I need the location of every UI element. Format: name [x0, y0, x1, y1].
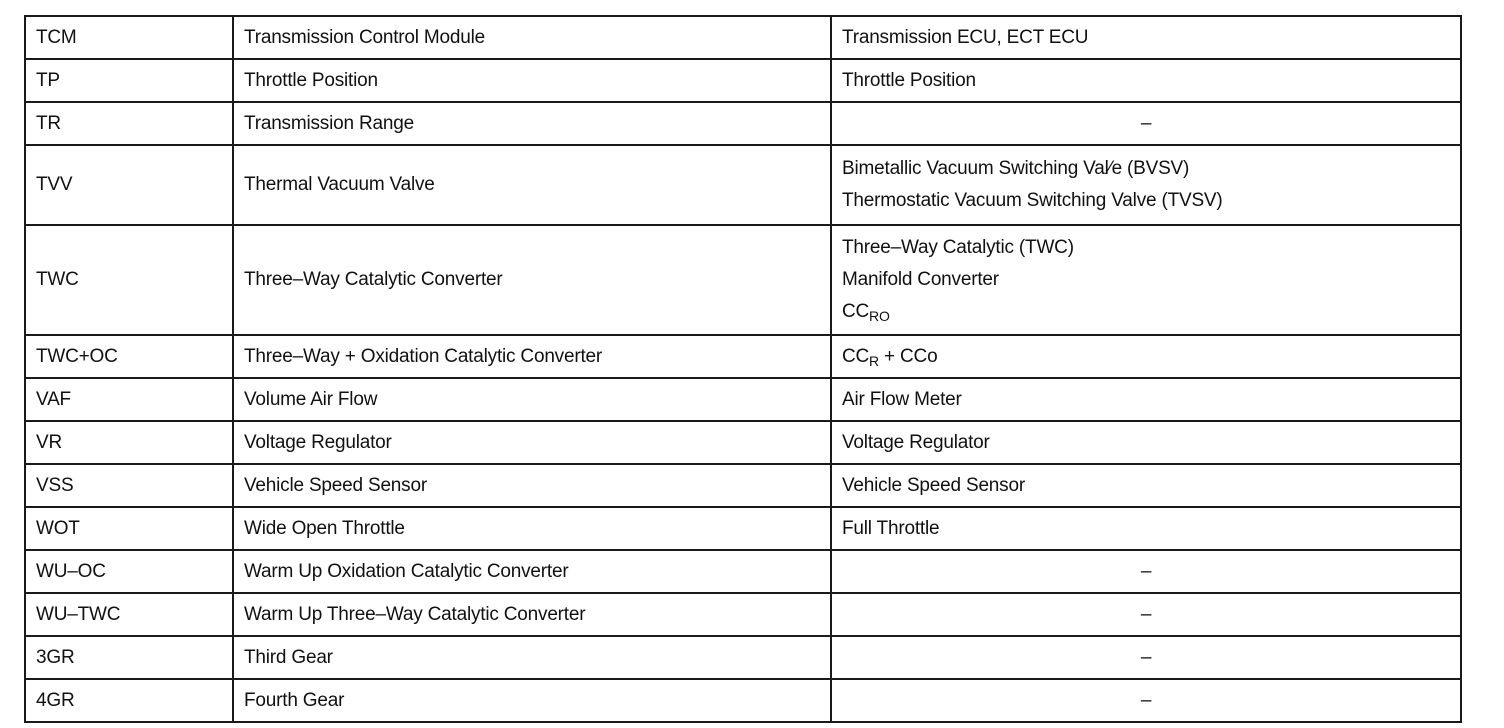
term-cell: Vehicle Speed Sensor	[233, 464, 831, 507]
term-cell: Third Gear	[233, 636, 831, 679]
table-row	[25, 102, 1461, 145]
abbr-cell: WU–OC	[25, 550, 233, 593]
abbr-cell: TWC	[25, 225, 233, 335]
table-row	[25, 145, 1461, 225]
table-row	[25, 378, 1461, 421]
toyota-term-cell: Transmission ECU, ECT ECU	[831, 16, 1461, 59]
term-cell: Three–Way Catalytic Converter	[233, 225, 831, 335]
table-row	[25, 636, 1461, 679]
table-row	[25, 464, 1461, 507]
abbreviations-table	[24, 15, 1462, 723]
term-cell: Transmission Control Module	[233, 16, 831, 59]
term-cell: Wide Open Throttle	[233, 507, 831, 550]
toyota-term-cell	[831, 145, 1461, 225]
toyota-term-cell: –	[831, 636, 1461, 679]
term-cell: Thermal Vacuum Valve	[233, 145, 831, 225]
toyota-term-line: Manifold Converter	[842, 269, 999, 290]
toyota-term-cell	[831, 225, 1461, 335]
subscript-base: CC	[842, 345, 870, 367]
toyota-term-line	[842, 296, 1460, 328]
table-row	[25, 225, 1461, 335]
abbr-cell: 3GR	[25, 636, 233, 679]
toyota-term-line: Three–Way Catalytic (TWC)	[842, 237, 1074, 258]
toyota-term-cell: –	[831, 102, 1461, 145]
toyota-term-cell: Air Flow Meter	[831, 378, 1461, 421]
toyota-term-line: Thermostatic Vacuum Switching Valve (TVSV)	[842, 190, 1223, 211]
table-row	[25, 59, 1461, 102]
toyota-term-cell: Full Throttle	[831, 507, 1461, 550]
abbr-cell: TR	[25, 102, 233, 145]
abbr-cell: WU–TWC	[25, 593, 233, 636]
subscript-base: CC	[842, 301, 870, 322]
abbr-cell: VAF	[25, 378, 233, 421]
term-cell: Warm Up Three–Way Catalytic Converter	[233, 593, 831, 636]
abbr-cell: VSS	[25, 464, 233, 507]
toyota-term-rest: + CCo	[878, 345, 938, 367]
term-cell: Throttle Position	[233, 59, 831, 102]
toyota-term-cell: –	[831, 593, 1461, 636]
table-row	[25, 679, 1461, 722]
subscript: RO	[869, 308, 890, 324]
toyota-term-cell: Throttle Position	[831, 59, 1461, 102]
toyota-term-cell	[831, 335, 1461, 378]
term-cell: Volume Air Flow	[233, 378, 831, 421]
table-row	[25, 421, 1461, 464]
table-row	[25, 335, 1461, 378]
toyota-term-cell: –	[831, 550, 1461, 593]
term-cell: Transmission Range	[233, 102, 831, 145]
term-cell: Three–Way + Oxidation Catalytic Converter	[233, 335, 831, 378]
abbr-cell: TWC+OC	[25, 335, 233, 378]
table-row	[25, 593, 1461, 636]
abbr-cell: TVV	[25, 145, 233, 225]
term-cell: Fourth Gear	[233, 679, 831, 722]
term-cell: Warm Up Oxidation Catalytic Converter	[233, 550, 831, 593]
toyota-term-cell: –	[831, 679, 1461, 722]
abbr-cell: 4GR	[25, 679, 233, 722]
table-row	[25, 16, 1461, 59]
abbr-cell: WOT	[25, 507, 233, 550]
table-row	[25, 550, 1461, 593]
toyota-term-line: Bimetallic Vacuum Switching Val⁄e (BVSV)	[842, 158, 1190, 179]
toyota-term-cell: Vehicle Speed Sensor	[831, 464, 1461, 507]
abbr-cell: VR	[25, 421, 233, 464]
subscript: R	[869, 352, 879, 369]
toyota-term-cell: Voltage Regulator	[831, 421, 1461, 464]
abbr-cell: TP	[25, 59, 233, 102]
abbr-cell: TCM	[25, 16, 233, 59]
term-cell: Voltage Regulator	[233, 421, 831, 464]
table-row	[25, 507, 1461, 550]
